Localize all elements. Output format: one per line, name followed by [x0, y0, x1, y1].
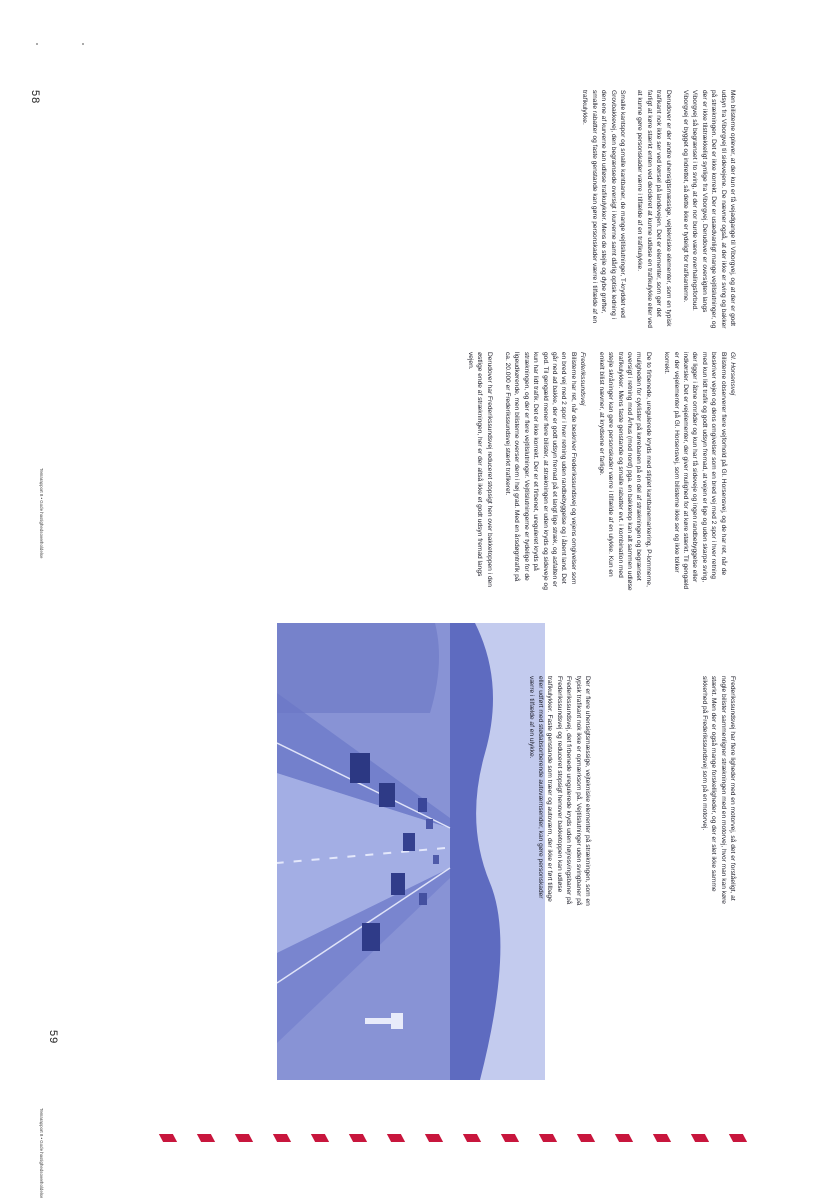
accent-mark	[311, 1134, 329, 1142]
accent-mark	[197, 1134, 215, 1142]
accent-mark	[387, 1134, 405, 1142]
road-photo-illustration	[277, 623, 545, 1080]
accent-mark	[501, 1134, 519, 1142]
accent-mark	[729, 1134, 747, 1142]
paragraph: De to firbenede, uregulerede kryds med stiplet kantbanemarkering, P-lommerne, muligheden for cyklister på kørebanen på en del af strækningen og begrænset oversigt i retning mod Århus (mod nord) pga. en bakketop kan alt sammen udløse trafikulykker. Mens faste genstande og smalle rabatter evt. i kombination med stejle skråninger kan gøre personskader værre i tilfælde af en ulykke. Kun en enkelt bilist nævner, at krydsene er farlige.	[597, 352, 652, 591]
section-heading: Gl. Horsensvej	[729, 352, 736, 396]
section-kryds	[596, 352, 652, 592]
section-heading: Frederikssundsvej	[579, 352, 587, 406]
accent-mark	[463, 1134, 481, 1142]
scan-speck	[36, 43, 38, 45]
left-column-b	[456, 352, 737, 592]
right-column-c	[691, 676, 737, 916]
accent-mark	[235, 1134, 253, 1142]
page-number-right: 59	[47, 1030, 59, 1045]
footer-left: Temarapport 8 • Gode hastighedsoverholdelse	[39, 468, 44, 559]
right-column-d	[518, 676, 592, 916]
paragraph: Der er flere uhensigtsmæssige, vejtekniske elementer på strækningen, som en typisk trafikant nok ikke er opmærksom på. Vejtilslutninger uden svingbaner på Frederikssundsvej, det firbenede uregulerede kryds uden højresvingsbaner på Frederikssundsvej og reduceret stopsigt henover bakketoppen kan udløse trafikulykker. Faste genstande som træer og autoværn, der ikke er ført tilbage eller udført med stødabsorberende autoværnsender, kan gøre personskader værre i tilfælde af en ulykke.	[527, 676, 591, 906]
road-photo	[277, 623, 545, 1080]
paragraph: Derudover er der andre uhensigtsmæssige, vejtekniske elementer, som en typisk trafikant nok ikke ser ved kørsel på landevejen. Det er elementer, som gør det farligt at køre stærkt enten ved decideret at kunne udløse en trafikulykke eller ved at kunne gøre personskader værre i tilfælde af en trafikulykke.	[636, 90, 672, 328]
paragraph: Men bilisterne oplever, at der kun er få vejadgange til Viborgvej, og at der er godt udsyn fra Viborgvej til sidevejene. De nævner også, at der ikke er sving og bakker på strækningen. Det er ikke korrekt. Der er usædvanligt mange vejtilslutninger, og der er ikke tilstrækkeligt synlige fra Viborgvej. Derudover er oversigten langs Viborgvej så begrænset i to sving, at der nor burde være overhalingsforbud. Viborgvej er bygget og indrettet, så dette ikke er tydeligt for trafikanterne.	[681, 90, 736, 329]
accent-mark	[653, 1134, 671, 1142]
left-column-a	[572, 90, 737, 330]
accent-mark	[425, 1134, 443, 1142]
section-stopsigt	[465, 352, 493, 592]
accent-mark	[159, 1134, 177, 1142]
paragraph: Frederikssundsvej har flere ligheder med en motorvej, så det er forståeligt, at nogle bilister sammenligner strækningen med en motorvej, hvor man kan køre stærkt. Men der er også mange forskelligheder, og der er slet ikke samme sikkerhed på Frederikssundsvej som på en motorvej.	[700, 676, 736, 904]
paragraph: Bilisterne observerer flere vejforhold på Gl. Horsensvej, og de har ret, når de beskriver vejen og dens omgivelser som en bred vej med 2 spor i hver retning med kun lidt trafik og godt udsyn fremad, at vejen er lige og uden skarpe sving, der ligger i åbne områder og kun har få sideveje og ingen randbebyggelse eller indkørsler. Det er vejelementer, der giver mulighed for at køre stærkt. Til gengæld er der vejelementer på Gl. Horsensvej, som bilisterne ikke ser og ikke tolker korrekt.	[663, 352, 727, 590]
section-frederikssundsvej	[503, 352, 588, 592]
accent-mark	[577, 1134, 595, 1142]
accent-mark	[273, 1134, 291, 1142]
accent-mark	[539, 1134, 557, 1142]
section-gl-horsensvej	[662, 352, 737, 592]
page-number-left: 58	[29, 90, 41, 105]
paragraph: Bilisterne har ret, når de beskriver Frederikssundsvej og vejens omgivelser som en bred vej med 2 spor i hver retning uden randbebyggelse og i åbent land. Det går ned ad bakke, der er godt udsyn fremad på et langt lige stræk, og asfalten er god. Til gengæld mener flere bilister, at strækningen er uden kryds og sideveje og kun har lidt trafik. Det er ikke korrekt. Der er et firbenet, ureguleret kryds på strækningen, og der er flere vejtilslutninger. Vejtilslutningerne er tydelige for de ligeudkørende, men bilisterne overser dem i høj grad. Med en årsdøgntrafik på ca. 20.000 er Frederikssundsvej stærkt trafikeret.	[504, 352, 577, 590]
scan-speck	[82, 43, 84, 45]
accent-mark	[615, 1134, 633, 1142]
paragraph: Smalle kantspor og smalle kantbaner, de mange vejtilslutninger, T-kryddet ved Grovbakkevej, den begrænsede oversigt i kurverne samt dårlig optisk ledning i den ene af kurverne kan udløse trafikulykker. Mens de stejle og dybe grøfter, smalle rabatter og faste genstande kan gøre personskader værre i tilfælde af en trafikulykke.	[581, 90, 626, 324]
accent-mark	[349, 1134, 367, 1142]
accent-mark	[691, 1134, 709, 1142]
footer-right: Temarapport 8 • Gode hastighedsoverholdelse	[39, 1108, 44, 1198]
paragraph: Derudover har Frederikssundsvej reduceret stopsigt hen over bakketoppen i den østlige ende af strækningen, her er der altså ikke et godt udsyn fremad langs vejen.	[466, 352, 493, 587]
accent-marks	[135, 1134, 745, 1148]
